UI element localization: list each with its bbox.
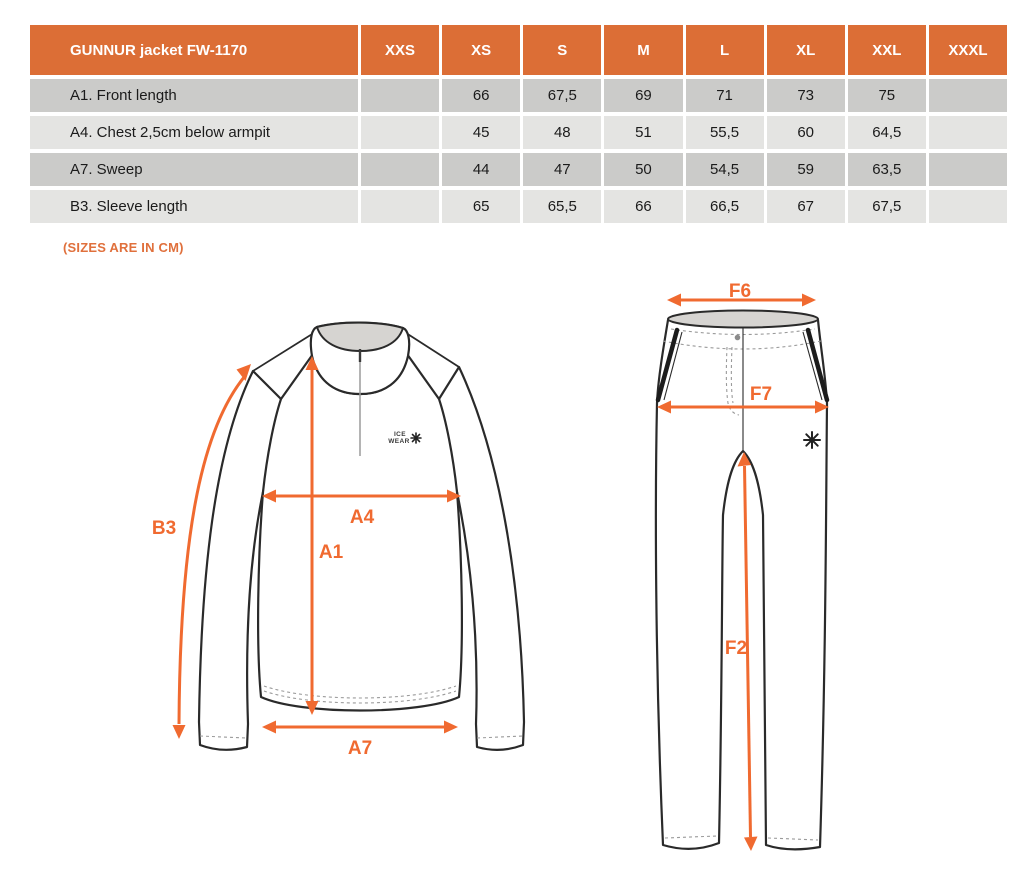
- pants-body: [656, 320, 827, 849]
- measure-label-f2: F2: [724, 638, 748, 659]
- arrowhead: [262, 721, 276, 734]
- sizes-unit-note: (SIZES ARE IN CM): [63, 240, 184, 255]
- row-label: B3. Sleeve length: [30, 190, 358, 223]
- brand-logo-text-wear: WEAR: [388, 438, 410, 445]
- size-value-cell: 69: [604, 79, 682, 112]
- arrowhead: [173, 725, 186, 739]
- size-value-cell: 67,5: [848, 190, 926, 223]
- size-value-cell: 67,5: [523, 79, 601, 112]
- size-value-cell: 66: [442, 79, 520, 112]
- size-value-cell: [361, 190, 439, 223]
- arrowhead: [802, 294, 816, 307]
- size-value-cell: 47: [523, 153, 601, 186]
- pants-diagram: [656, 281, 829, 851]
- size-value-cell: 71: [686, 79, 764, 112]
- size-value-cell: [361, 153, 439, 186]
- size-value-cell: 67: [767, 190, 845, 223]
- measure-label-a7: A7: [347, 738, 373, 759]
- measure-label-a1: A1: [318, 542, 344, 563]
- size-header-xxl: XXL: [848, 25, 926, 75]
- pants-waist-opening: [668, 311, 818, 328]
- size-header-xl: XL: [767, 25, 845, 75]
- snowflake-icon: [804, 432, 820, 448]
- size-header-l: L: [686, 25, 764, 75]
- size-value-cell: 64,5: [848, 116, 926, 149]
- size-value-cell: [361, 116, 439, 149]
- size-value-cell: 73: [767, 79, 845, 112]
- size-header-xxs: XXS: [361, 25, 439, 75]
- size-value-cell: [929, 116, 1007, 149]
- size-value-cell: 51: [604, 116, 682, 149]
- size-value-cell: [929, 79, 1007, 112]
- jacket-diagram: [152, 323, 524, 759]
- size-value-cell: 63,5: [848, 153, 926, 186]
- snowflake-icon: [411, 433, 421, 443]
- measure-label-f7: F7: [749, 384, 773, 405]
- size-header-xs: XS: [442, 25, 520, 75]
- size-value-cell: 65,5: [523, 190, 601, 223]
- size-value-cell: 75: [848, 79, 926, 112]
- size-value-cell: 54,5: [686, 153, 764, 186]
- size-value-cell: 66,5: [686, 190, 764, 223]
- measure-a7: [262, 721, 458, 760]
- measure-label-f6: F6: [728, 281, 752, 302]
- product-header: GUNNUR jacket FW-1170: [30, 25, 358, 75]
- size-value-cell: [929, 153, 1007, 186]
- size-table: [30, 25, 1007, 223]
- size-header-s: S: [523, 25, 601, 75]
- row-label: A4. Chest 2,5cm below armpit: [30, 116, 358, 149]
- size-value-cell: 65: [442, 190, 520, 223]
- row-label: A1. Front length: [30, 79, 358, 112]
- size-value-cell: 48: [523, 116, 601, 149]
- size-value-cell: 60: [767, 116, 845, 149]
- arrowhead: [667, 294, 681, 307]
- size-header-xxxl: XXXL: [929, 25, 1007, 75]
- brand-logo-text-ice: ICE: [393, 431, 407, 438]
- size-value-cell: 59: [767, 153, 845, 186]
- size-value-cell: 50: [604, 153, 682, 186]
- size-value-cell: 55,5: [686, 116, 764, 149]
- size-value-cell: 44: [442, 153, 520, 186]
- size-value-cell: [929, 190, 1007, 223]
- size-value-cell: 45: [442, 116, 520, 149]
- row-label: A7. Sweep: [30, 153, 358, 186]
- pants-button: [735, 335, 741, 341]
- measure-label-a4: A4: [349, 507, 375, 528]
- measure-label-b3: B3: [151, 518, 177, 539]
- size-value-cell: [361, 79, 439, 112]
- arrowhead: [444, 721, 458, 734]
- measure-f2: [725, 452, 758, 851]
- size-value-cell: 66: [604, 190, 682, 223]
- size-header-m: M: [604, 25, 682, 75]
- arrowhead: [744, 837, 758, 852]
- measure-f6: [667, 281, 816, 307]
- garment-diagrams: [0, 268, 1033, 890]
